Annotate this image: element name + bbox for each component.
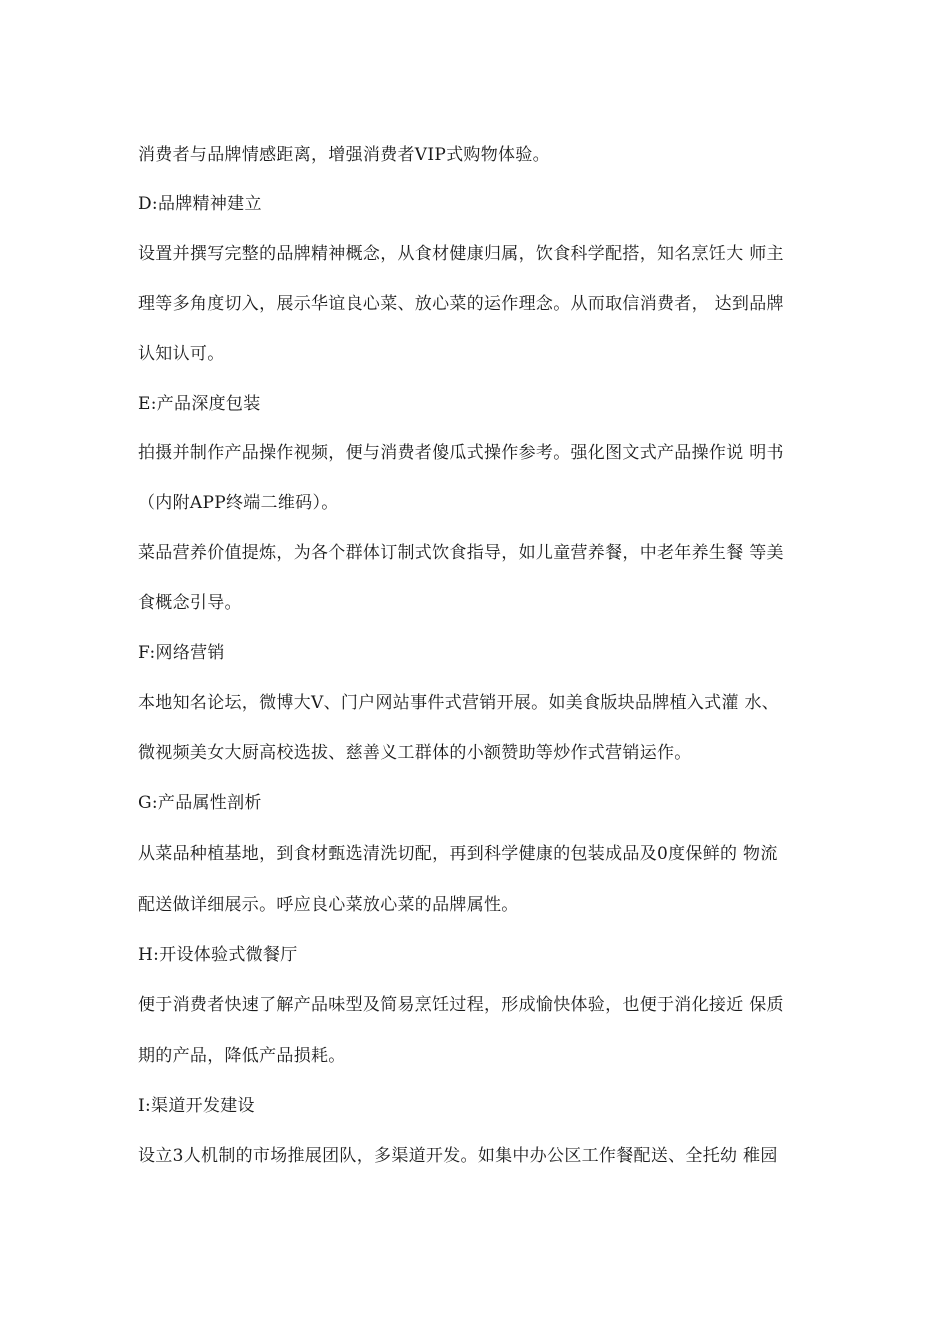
- body-text-line: 期的产品，降低产品损耗。: [138, 1046, 346, 1066]
- section-heading-d: D:品牌精神建立: [138, 194, 262, 214]
- body-text-line: 微视频美女大厨高校选拔、慈善义工群体的小额赞助等炒作式营销运作。: [138, 743, 692, 763]
- body-text-line: （内附APP终端二维码）。: [138, 493, 339, 513]
- body-text-line: 认知认可。: [138, 344, 225, 364]
- body-text-line: 消费者与品牌情感距离，增强消费者VIP式购物体验。: [138, 145, 550, 165]
- body-text-line: 便于消费者快速了解产品味型及简易烹饪过程，形成愉快体验，也便于消化接近 保质: [138, 995, 784, 1015]
- section-heading-g: G:产品属性剖析: [138, 793, 262, 813]
- section-heading-f: F:网络营销: [138, 643, 225, 663]
- section-heading-h: H:开设体验式微餐厅: [138, 945, 298, 965]
- body-text-line: 从菜品种植基地，到食材甄选清洗切配，再到科学健康的包装成品及0度保鲜的 物流: [138, 844, 778, 864]
- body-text-line: 设置并撰写完整的品牌精神概念，从食材健康归属，饮食科学配搭，知名烹饪大 师主: [138, 244, 784, 264]
- section-heading-e: E:产品深度包装: [138, 394, 261, 414]
- section-heading-i: I:渠道开发建设: [138, 1096, 255, 1116]
- body-text-line: 本地知名论坛，微博大V、门户网站事件式营销开展。如美食版块品牌植入式灌 水、: [138, 693, 780, 713]
- body-text-line: 菜品营养价值提炼，为各个群体订制式饮食指导，如儿童营养餐，中老年养生餐 等美: [138, 543, 784, 563]
- body-text-line: 食概念引导。: [138, 593, 242, 613]
- body-text-line: 配送做详细展示。呼应良心菜放心菜的品牌属性。: [138, 895, 519, 915]
- body-text-line: 设立3人机制的市场推展团队，多渠道开发。如集中办公区工作餐配送、全托幼 稚园: [138, 1146, 778, 1166]
- body-text-line: 理等多角度切入，展示华谊良心菜、放心菜的运作理念。从而取信消费者， 达到品牌: [138, 294, 784, 314]
- body-text-line: 拍摄并制作产品操作视频，便与消费者傻瓜式操作参考。强化图文式产品操作说 明书: [138, 443, 784, 463]
